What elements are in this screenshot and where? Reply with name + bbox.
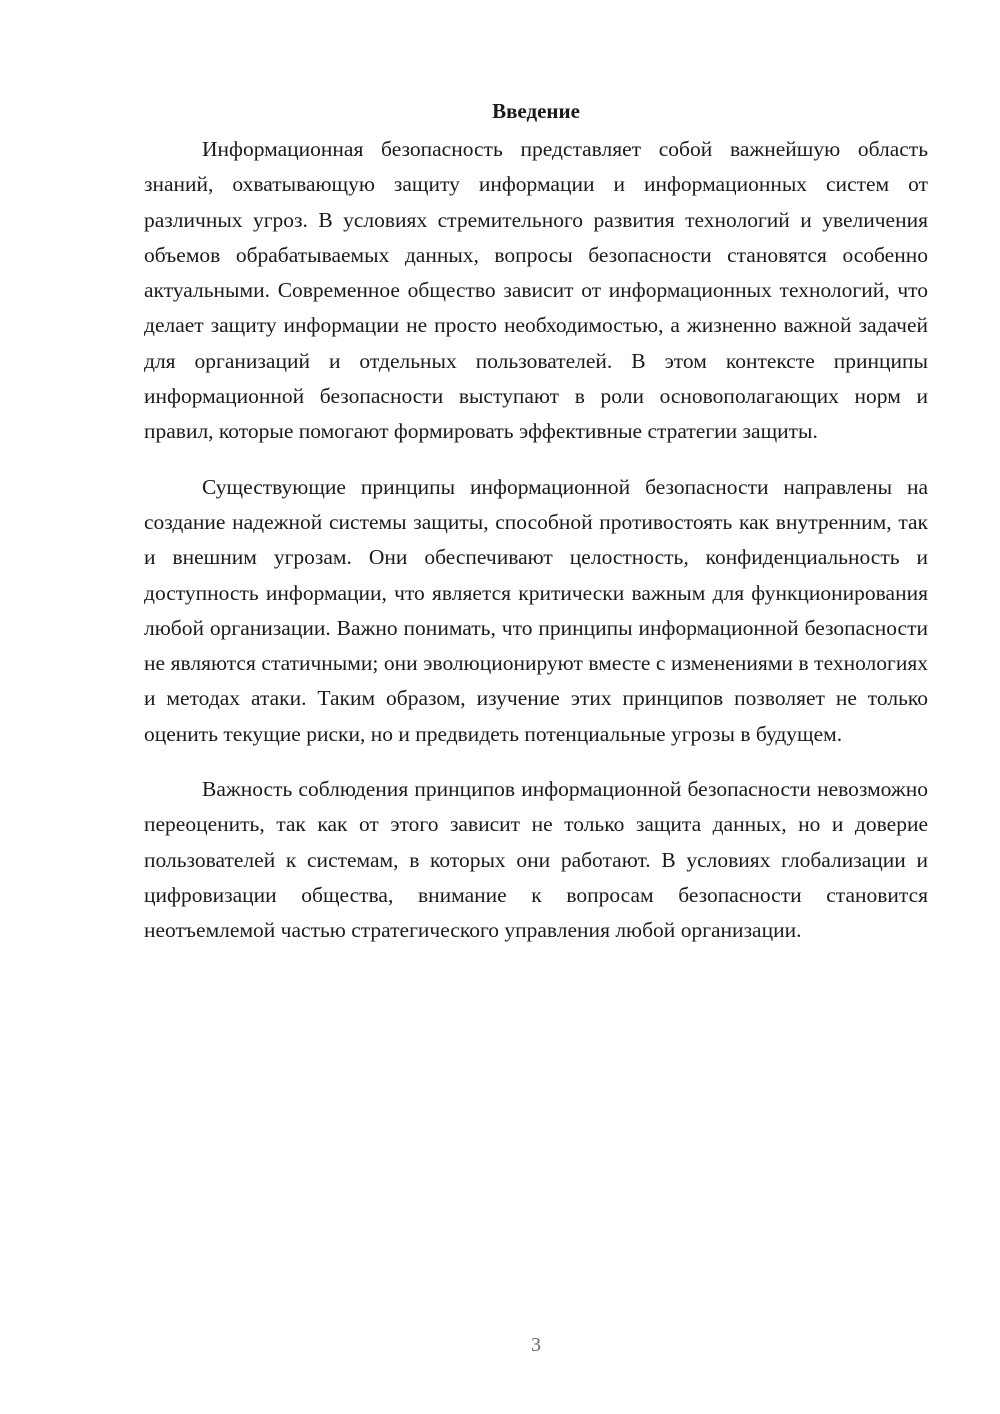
paragraph-1: Информационная безопасность представляет собой важнейшую область знаний, охватывающую защиту информации и информационных систем от различных угроз. В условиях стремительного развития технологий и увеличения объемов обрабатываемых данных, вопросы безопасности становятся особенно актуальными. Современное общество зависит от информационных технологий, что делает защиту информации не просто необходимостью, а жизненно важной задачей для организаций и отдельных пользователей. В этом контексте принципы информационной безопасности выступают в роли основополагающих норм и правил, которые помогают формировать эффективные стратегии защиты. — [144, 137, 928, 444]
section-title: Введение — [492, 99, 580, 123]
document-body — [144, 96, 928, 969]
paragraph-2: Существующие принципы информационной безопасности направлены на создание надежной системы защиты, способной противостоять как внутренним, так и внешним угрозам. Они обеспечивают целостность, конфиденциальность и доступность информации, что является критически важным для функционирования любой организации. Важно понимать, что принципы информационной безопасности не являются статичными; они эволюционируют вместе с изменениями в технологиях и методах атаки. Таким образом, изучение этих принципов позволяет не только оценить текущие риски, но и предвидеть потенциальные угрозы в будущем. — [144, 474, 928, 746]
page-number: 3 — [531, 1334, 541, 1356]
paragraph-3: Важность соблюдения принципов информационной безопасности невозможно переоценить, так как от этого зависит не только защита данных, но и доверие пользователей к системам, в которых они работают. В условиях глобализации и цифровизации общества, внимание к вопросам безопасности становится неотъемлемой частью стратегического управления любой организации. — [144, 777, 928, 943]
